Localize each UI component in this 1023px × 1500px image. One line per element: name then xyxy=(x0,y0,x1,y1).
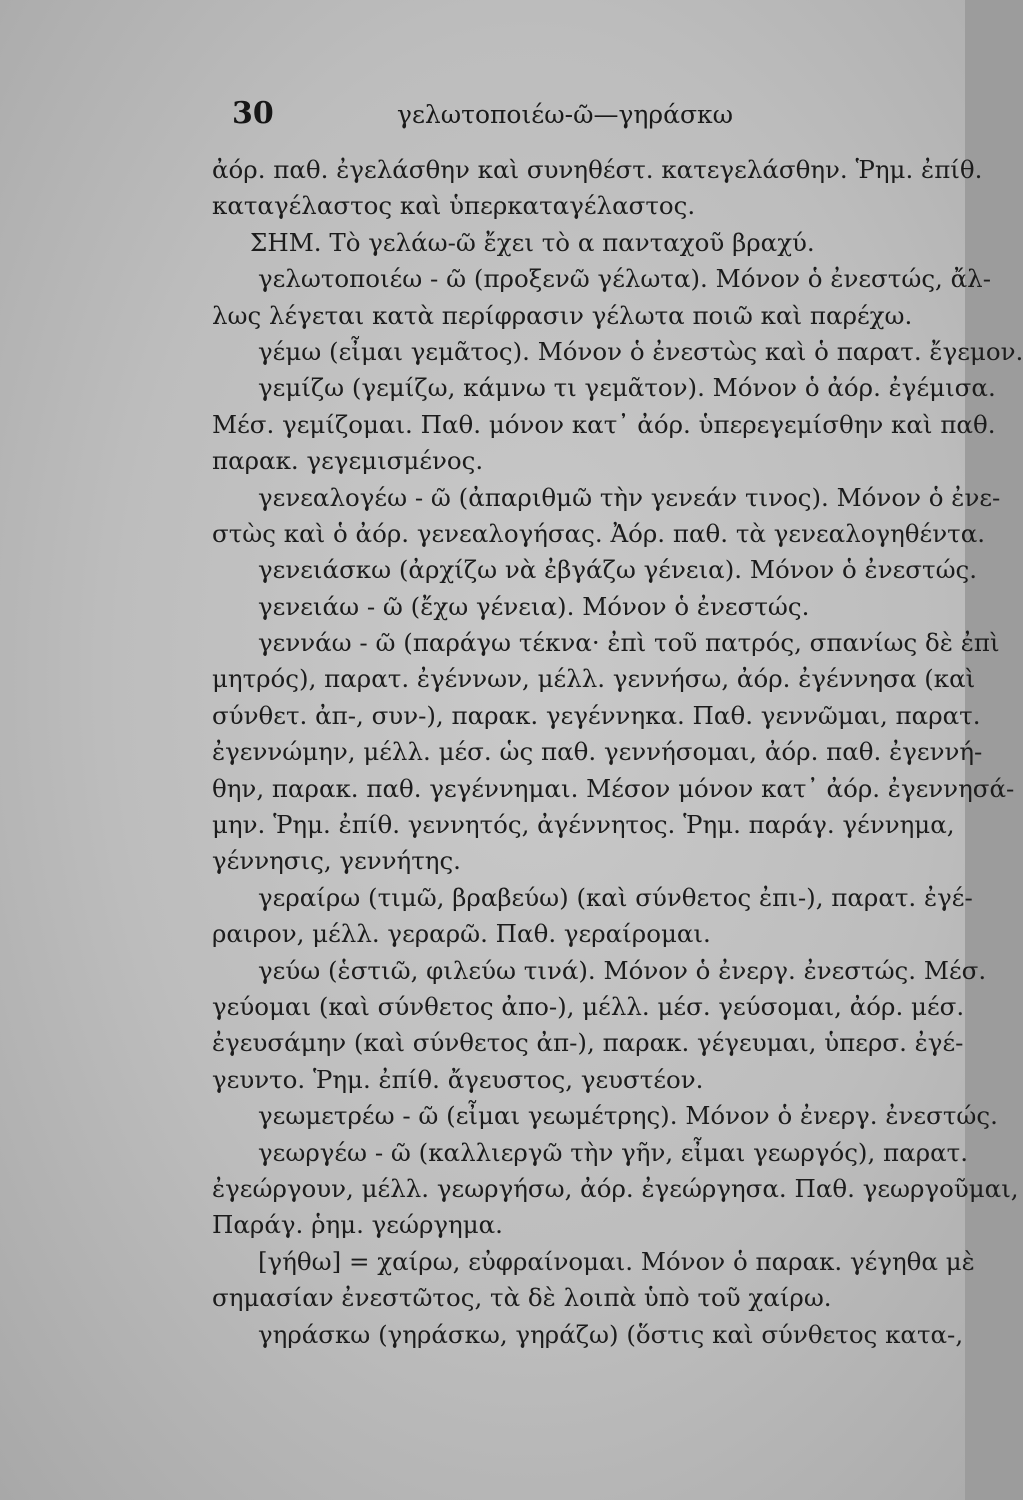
text-line: θην, παρακ. παθ. γεγέννημαι. Μέσον μόνον κατ᾽ ἀόρ. ἐγεννησά- xyxy=(212,773,1015,803)
entry-line: γεύω (ἑστιῶ, φιλεύω τινά). Μόνον ὁ ἐνεργ. ἐνεστώς. Μέσ. xyxy=(258,955,987,985)
text-line: παρακ. γεγεμισμένος. xyxy=(212,446,484,476)
text-line: ραιρον, μέλλ. γεραρῶ. Παθ. γεραίρομαι. xyxy=(212,919,711,949)
dictionary-text xyxy=(212,152,1023,1353)
entry-line: [γήθω] = χαίρω, εὐφραίνομαι. Μόνον ὁ παρακ. γέγηθα μὲ xyxy=(258,1246,975,1276)
text-line: ἐγεώργουν, μέλλ. γεωργήσω, ἀόρ. ἐγεώργησα. Παθ. γεωργοῦμαι, xyxy=(212,1173,1019,1203)
entry-line: γηράσκω (γηράσκω, γηράζω) (ὅστις καὶ σύνθετος κατα-, xyxy=(258,1319,964,1349)
text-line: Παράγ. ῥημ. γεώργημα. xyxy=(212,1210,503,1240)
page-number: 30 xyxy=(232,96,274,131)
entry-line: γεωργέω - ῶ (καλλιεργῶ τὴν γῆν, εἶμαι γεωργός), παρατ. xyxy=(258,1137,968,1167)
text-line: ἐγευσάμην (καὶ σύνθετος ἀπ-), παρακ. γέγευμαι, ὑπερσ. ἐγέ- xyxy=(212,1028,964,1058)
entry-line: γελωτοποιέω - ῶ (προξενῶ γέλωτα). Μόνον ὁ ἐνεστώς, ἄλ- xyxy=(258,264,991,294)
entry-line: γεραίρω (τιμῶ, βραβεύω) (καὶ σύνθετος ἐπι-), παρατ. ἐγέ- xyxy=(258,882,973,912)
entry-line: γενειάω - ῶ (ἔχω γένεια). Μόνον ὁ ἐνεστώς. xyxy=(258,591,810,621)
entry-line: γεμίζω (γεμίζω, κάμνω τι γεμᾶτον). Μόνον ὁ ἀόρ. ἐγέμισα. xyxy=(258,373,996,403)
entry-line: γεωμετρέω - ῶ (εἶμαι γεωμέτρης). Μόνον ὁ ἐνεργ. ἐνεστώς. xyxy=(258,1101,998,1131)
text-line: ΣΗΜ. Τὸ γελάω-ῶ ἔχει τὸ α πανταχοῦ βραχύ. xyxy=(250,227,815,257)
entry-line: γεννάω - ῶ (παράγω τέκνα· ἐπὶ τοῦ πατρός, σπανίως δὲ ἐπὶ xyxy=(258,628,1000,658)
text-line: ἐγεννώμην, μέλλ. μέσ. ὡς παθ. γεννήσομαι, ἀόρ. παθ. ἐγεννή- xyxy=(212,737,983,767)
running-title: γελωτοποιέω-ῶ—γηράσκω xyxy=(397,100,734,129)
text-line: Μέσ. γεμίζομαι. Παθ. μόνον κατ᾽ ἀόρ. ὑπερεγεμίσθην καὶ παθ. xyxy=(212,409,996,439)
entry-line: γέμω (εἶμαι γεμᾶτος). Μόνον ὁ ἐνεστὼς καὶ ὁ παρατ. ἔγεμον. xyxy=(258,336,1023,366)
text-line: καταγέλαστος καὶ ὑπερκαταγέλαστος. xyxy=(212,191,696,221)
text-line: σύνθετ. ἀπ-, συν-), παρακ. γεγέννηκα. Παθ. γεννῶμαι, παρατ. xyxy=(212,700,981,730)
text-line: σημασίαν ἐνεστῶτος, τὰ δὲ λοιπὰ ὑπὸ τοῦ χαίρω. xyxy=(212,1283,832,1313)
text-line: ἀόρ. παθ. ἐγελάσθην καὶ συνηθέστ. κατεγελάσθην. Ῥημ. ἐπίθ. xyxy=(212,155,983,184)
text-line: γέννησις, γεννήτης. xyxy=(212,846,461,876)
page-header xyxy=(232,96,792,136)
text-line: γευντο. Ῥημ. ἐπίθ. ἄγευστος, γευστέον. xyxy=(212,1064,704,1094)
entry-line: γενεαλογέω - ῶ (ἀπαριθμῶ τὴν γενεάν τινος). Μόνον ὁ ἐνε- xyxy=(258,482,1001,512)
text-line: στὼς καὶ ὁ ἀόρ. γενεαλογήσας. Ἀόρ. παθ. τὰ γενεαλογηθέντα. xyxy=(212,518,986,548)
text-line: λως λέγεται κατὰ περίφρασιν γέλωτα ποιῶ καὶ παρέχω. xyxy=(212,300,913,330)
text-line: μητρός), παρατ. ἐγέννων, μέλλ. γεννήσω, ἀόρ. ἐγέννησα (καὶ xyxy=(212,664,976,694)
text-line: μην. Ῥημ. ἐπίθ. γεννητός, ἀγέννητος. Ῥημ. παράγ. γέννημα, xyxy=(212,810,955,840)
entry-line: γενειάσκω (ἀρχίζω νὰ ἐβγάζω γένεια). Μόνον ὁ ἐνεστώς. xyxy=(258,555,978,585)
text-line: γεύομαι (καὶ σύνθετος ἀπο-), μέλλ. μέσ. γεύσομαι, ἀόρ. μέσ. xyxy=(212,991,965,1021)
